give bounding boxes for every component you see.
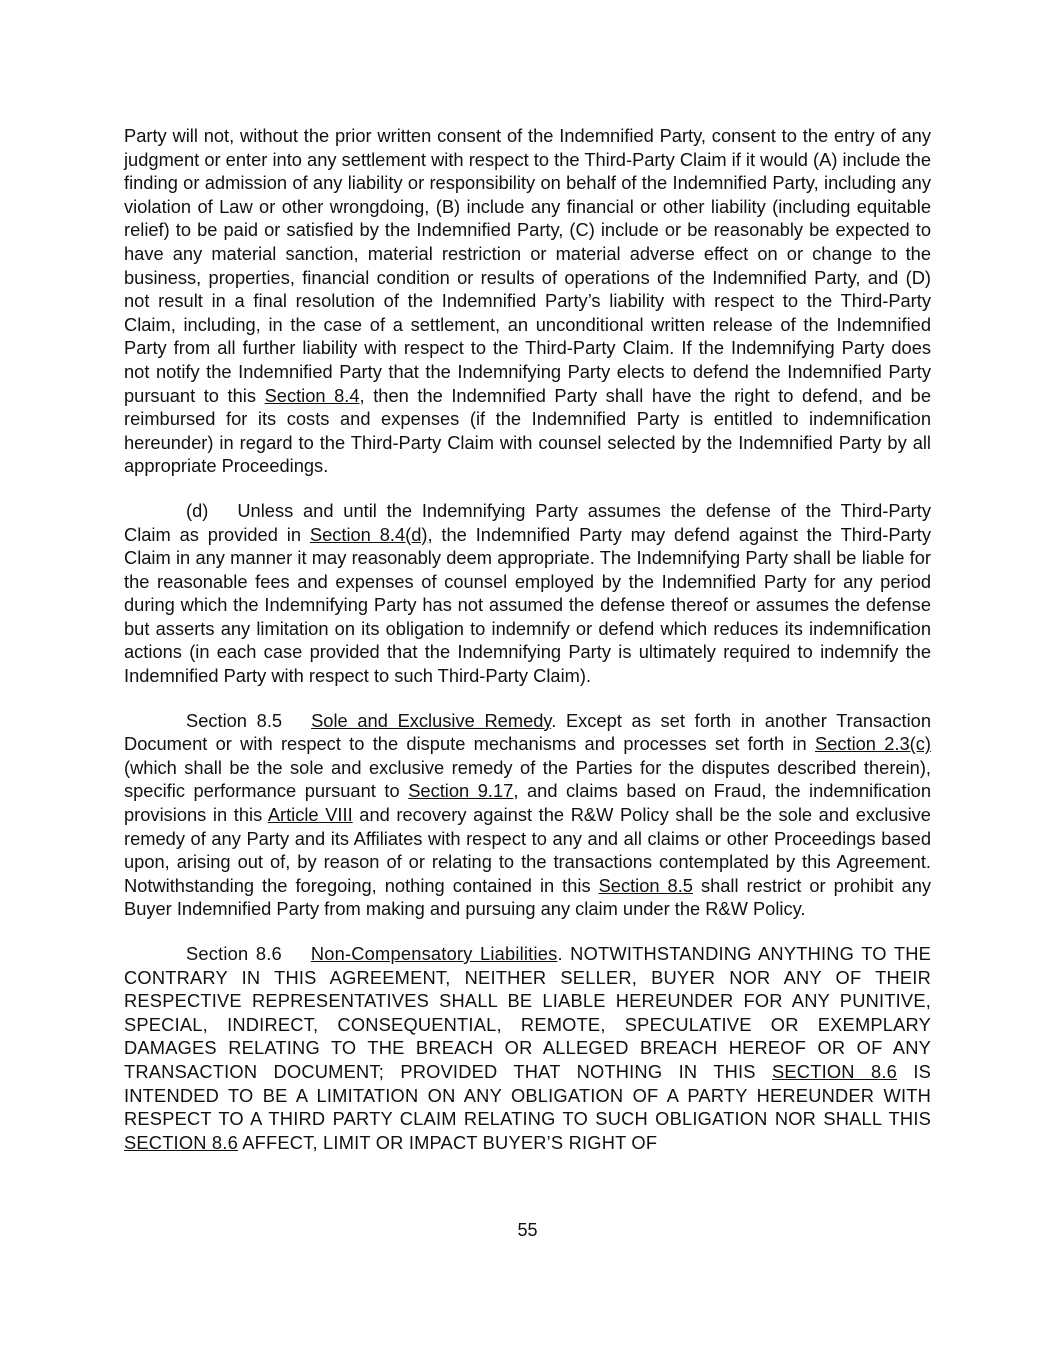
section-heading: Non-Compensatory Liabilities (310, 943, 558, 964)
paragraph-text: , then the Indemnified Party shall have the right to defend, and be reimbursed for its costs and expenses (if the Indemnified Party is entitled to indemnification hereunder) in regard to the Third-Party Claim with counsel selected by the Indemnified Party by all appropriate Proceedings. (124, 384, 932, 477)
cross-reference: Section 8.4 (264, 384, 360, 406)
section-text: shall restrict or prohibit any Buyer Indemnified Party from making and pursuing any claim under the R&W Policy. (124, 874, 931, 920)
section-8-5 (124, 709, 931, 921)
paragraph-text: Unless and until the Indemnifying Party assumes the defense of the Third-Party Claim as provided in (124, 499, 931, 545)
section-number: Section 8.6 (186, 943, 282, 964)
section-text: . Except as set forth in another Transaction Document or with respect to the dispute mechanisms and processes set forth in (124, 709, 932, 755)
section-text: . NOTWITHSTANDING ANYTHING TO THE CONTRARY IN THIS AGREEMENT, NEITHER SELLER, BUYER NOR ANY OF THEIR RESPECTIVE REPRESENTATIVES SHALL BE LIABLE HEREUNDER FOR ANY PUNITIVE, SPECIAL, INDIRECT, CONSEQUENTIAL, REMOTE, SPECULATIVE OR EXEMPLARY DAMAGES RELATING TO THE BREACH OR ALLEGED BREACH HEREOF OR OF ANY TRANSACTION DOCUMENT; PROVIDED THAT NOTHING IN THIS (124, 943, 931, 1082)
cross-reference: Section 8.4(d) (309, 523, 428, 545)
paragraph-text: Party will not, without the prior written consent of the Indemnified Party, consent to the entry of any judgment or enter into any settlement with respect to the Third-Party Claim if it would (A) include the finding or admission of any liability or responsibility on behalf of the Indemnified Party, including any violation of Law or other wrongdoing, (B) include any financial or other liability (including equitable relief) to be paid or satisfied by the Indemnified Party, (C) include or be reasonably be expected to have any material sanction, material restriction or material adverse effect on or change to the business, properties, financial condition or results of operations of the Indemnified Party, and (D) not result in a final resolution of the Indemnified Party’s liability with respect to the Third-Party Claim, including, in the case of a settlement, an unconditional written release of the Indemnified Party from all further liability with respect to the Third-Party Claim. If the Indemnifying Party does not notify the Indemnified Party that the Indemnifying Party elects to defend the Indemnified Party pursuant to this (124, 125, 931, 406)
cross-reference: Section 2.3(c) (815, 733, 931, 755)
section-8-6 (124, 942, 931, 1154)
cross-reference: SECTION 8.6 (772, 1060, 898, 1082)
section-number: Section 8.5 (186, 709, 283, 731)
document-body (124, 124, 931, 1175)
cross-reference: Article VIII (267, 804, 353, 826)
paragraph-c-continued (124, 124, 931, 478)
page-number: 55 (517, 1220, 538, 1240)
paragraph-d (124, 499, 931, 688)
section-text: AFFECT, LIMIT OR IMPACT BUYER’S RIGHT OF (237, 1131, 658, 1153)
paragraph-text: , the Indemnified Party may defend against the Third-Party Claim in any manner it may reasonably deem appropriate. The Indemnifying Party shall be liable for the reasonable fees and expenses of counsel employed by the Indemnified Party for any period during which the Indemnifying Party has not assumed the defense thereof or assumes the defense but asserts any limitation on its obligation to indemnify or defend which reduces its indemnification actions (in each case provided that the Indemnifying Party is ultimately required to indemnify the Indemnified Party with respect to such Third-Party Claim). (124, 523, 932, 687)
section-heading: Sole and Exclusive Remedy (311, 709, 552, 731)
section-text: IS INTENDED TO BE A LIMITATION ON ANY OBLIGATION OF A PARTY HEREUNDER WITH RESPECT TO A THIRD PARTY CLAIM RELATING TO SUCH OBLIGATION NOR SHALL THIS (124, 1060, 932, 1130)
cross-reference: SECTION 8.6 (124, 1131, 238, 1153)
section-text: , and claims based on Fraud, the indemnification provisions in this (124, 780, 931, 826)
cross-reference: Section 8.5 (598, 874, 693, 896)
section-text: and recovery against the R&W Policy shall be the sole and exclusive remedy of any Party and its Affiliates with respect to any and all claims or other Proceedings based upon, arising out of, by reason of or relating to the transactions contemplated by this Agreement. Notwithstanding the foregoing, nothing contained in this (124, 804, 931, 896)
section-text: (which shall be the sole and exclusive remedy of the Parties for the disputes described therein), specific performance pursuant to (124, 756, 931, 802)
paragraph-label: (d) (186, 499, 209, 521)
cross-reference: Section 9.17 (408, 780, 514, 802)
